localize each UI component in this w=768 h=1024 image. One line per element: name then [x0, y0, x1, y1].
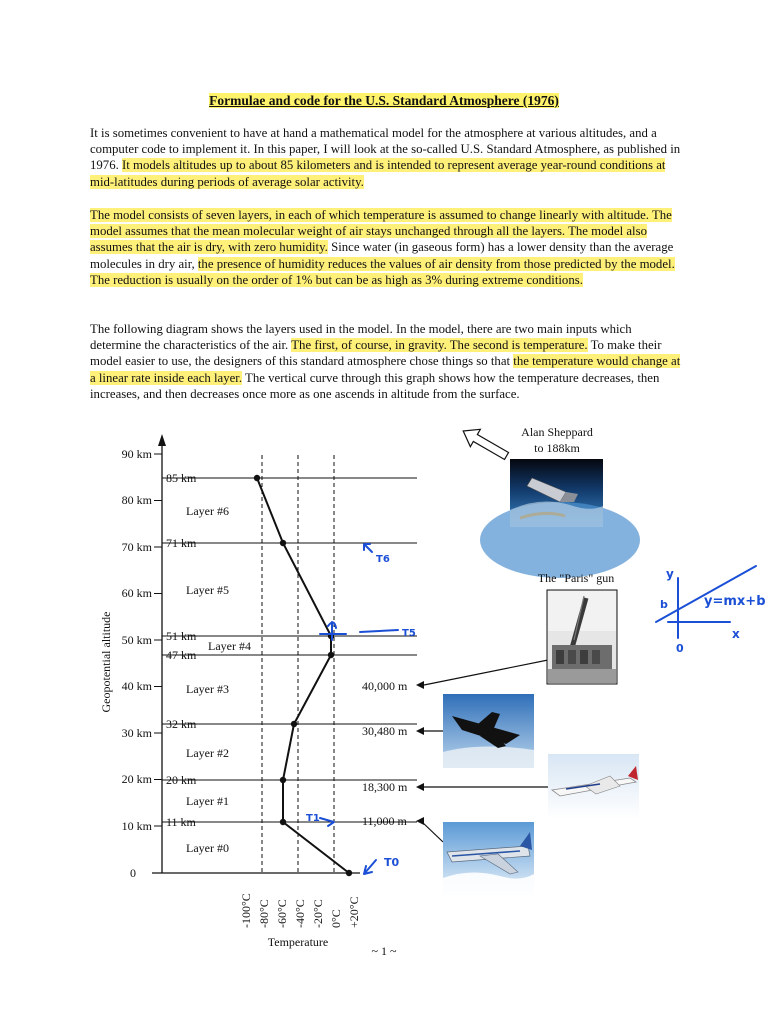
svg-text:b: b [660, 598, 668, 611]
x-tick-label: 0°C [329, 909, 343, 928]
svg-text:T6: T6 [376, 554, 390, 565]
layer-label: Layer #6 [186, 504, 229, 518]
svg-text:0: 0 [676, 642, 684, 655]
boundary-label: 32 km [166, 717, 197, 731]
profile-point [254, 475, 260, 481]
y-tick-label: 20 km [121, 772, 152, 786]
svg-text:T0: T0 [384, 856, 400, 869]
svg-text:y: y [666, 567, 674, 581]
y-tick-label: 80 km [121, 493, 152, 507]
caption-shepard: to 188km [534, 441, 580, 455]
arrowhead [416, 681, 424, 689]
boundary-label: 20 km [166, 773, 197, 787]
altitude-marker-label: 18,300 m [362, 780, 408, 794]
arrowhead [416, 783, 424, 791]
x-tick-label: +20°C [347, 896, 361, 928]
boundary-label: 71 km [166, 536, 197, 550]
y-tick-label: 10 km [121, 819, 152, 833]
y-tick-label: 90 km [121, 447, 152, 461]
x-tick-label: -20°C [311, 899, 325, 928]
page-number: ~ 1 ~ [371, 944, 397, 958]
svg-text:T1: T1 [306, 813, 320, 824]
svg-text:y=mx+b: y=mx+b [704, 594, 766, 609]
svg-text:T5: T5 [402, 628, 416, 639]
y-tick-label: 70 km [121, 540, 152, 554]
altitude-marker-label: 30,480 m [362, 724, 408, 738]
y-tick-label: 40 km [121, 679, 152, 693]
handwritten-line-equation [656, 566, 766, 655]
sr71-jet-photo [443, 694, 534, 768]
y-tick-label: 60 km [121, 586, 152, 600]
handwritten-t1 [306, 813, 334, 826]
layer-label: Layer #4 [208, 639, 251, 653]
profile-point [280, 819, 286, 825]
x-tick-label: -80°C [257, 899, 271, 928]
y-tick-label: 50 km [121, 633, 152, 647]
altitude-marker-label: 11,000 m [362, 814, 407, 828]
profile-point [280, 777, 286, 783]
y-tick-label: 0 [130, 866, 136, 880]
layer-label: Layer #5 [186, 583, 229, 597]
profile-point [291, 721, 297, 727]
document-title: Formulae and code for the U.S. Standard Atmosphere (1976) [209, 93, 559, 108]
paragraph-diagram-intro: The following diagram shows the layers used in the model. In the model, there are two main inputs which determine the characteristics of the air. The first, of course, in gravity. The second is temperature. To make their model easier to use, the designers of this standard atmosphere chose things so that the temperature would change at a linear rate inside each layer. The vertical curve through this graph shows how the temperature decreases, then increases, and then decreases once more as one ascends in altitude from the surface. [90, 322, 681, 401]
handwritten-t6 [364, 544, 390, 565]
space-capsule-photo [480, 459, 640, 578]
paragraph-intro: It is sometimes convenient to have at hand a mathematical model for the atmosphere at various altitudes, and a computer code to implement it. In this paper, I will look at the so-called U.S. Standard Atmosphere, as published in 1976. It models altitudes up to about 85 kilometers and is intended to represent average year-round conditions at mid-latitudes during periods of average solar activity. [90, 126, 681, 189]
x-tick-label: -100°C [239, 893, 253, 928]
x-tick-label: -40°C [293, 899, 307, 928]
x-tick-label: -60°C [275, 899, 289, 928]
pointer-line-paris-gun [424, 660, 548, 685]
pointer-line-airliner [421, 821, 443, 842]
y-tick-label: 30 km [121, 726, 152, 740]
caption-shepard: Alan Sheppard [521, 425, 593, 439]
layer-label: Layer #1 [186, 794, 229, 808]
profile-point [328, 652, 334, 658]
boundary-label: 47 km [166, 648, 197, 662]
profile-point [346, 870, 352, 876]
paragraph-model: The model consists of seven layers, in each of which temperature is assumed to change linearly with altitude. The model assumes that the mean molecular weight of air stays unchanged through all the layers. The model also assumes that the air is dry, with zero humidity. Since water (in gaseous form) has a lower density than the average molecules in dry air, the presence of humidity reduces the values of air density from those predicted by the model. The reduction is usually on the order of 1% but can be as high as 3% during extreme conditions. [90, 208, 675, 287]
layer-label: Layer #2 [186, 746, 229, 760]
arrowhead [416, 727, 424, 735]
boundary-label: 85 km [166, 471, 197, 485]
caption-paris-gun: The "Paris" gun [537, 571, 615, 585]
y-tick-marks [154, 454, 162, 826]
y-axis-title: Geopotential altitude [99, 611, 113, 713]
y-axis-arrowhead [158, 434, 166, 446]
concorde-photo [548, 754, 639, 819]
handwritten-t0 [364, 856, 400, 874]
boundary-label: 51 km [166, 629, 197, 643]
layer-label: Layer #0 [186, 841, 229, 855]
altitude-marker-label: 40,000 m [362, 679, 408, 693]
temperature-profile-line [257, 478, 349, 873]
x-axis-title: Temperature [267, 935, 329, 949]
svg-text:x: x [732, 627, 740, 641]
boundary-label: 11 km [166, 815, 196, 829]
profile-point [280, 540, 286, 546]
airliner-photo [443, 822, 534, 895]
paris-gun-photo [547, 590, 617, 684]
up-arrow-icon [458, 422, 511, 464]
arrowhead [416, 817, 424, 825]
layer-label: Layer #3 [186, 682, 229, 696]
